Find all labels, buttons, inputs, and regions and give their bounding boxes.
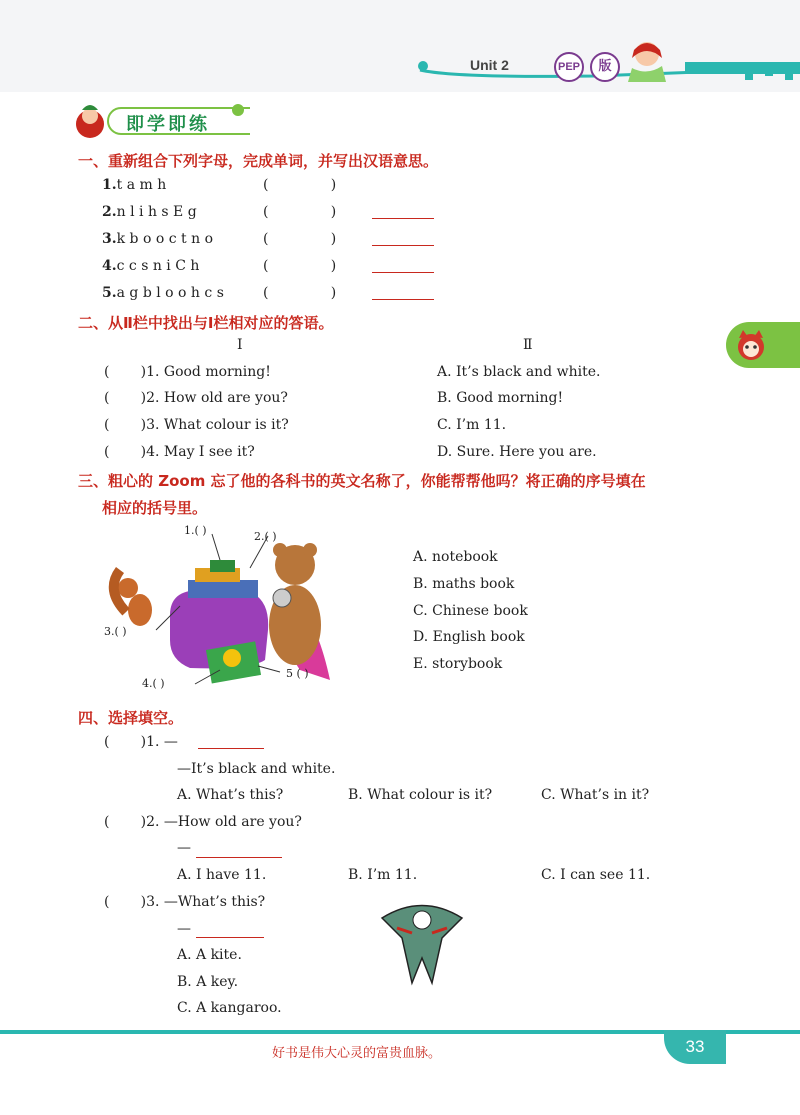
kite-picture xyxy=(372,898,472,988)
choice-option-a: A. A kite. xyxy=(177,947,242,963)
choice-option-c: C. I can see 11. xyxy=(541,867,651,883)
edition-badge: 版 xyxy=(590,52,620,82)
match-question: ( )4. May I see it? xyxy=(104,444,255,460)
answer-line[interactable] xyxy=(198,748,264,749)
mascot-girl-icon xyxy=(622,36,672,84)
match-question: ( )1. Good morning! xyxy=(104,364,271,380)
sec1-row2-brackets: ( ) xyxy=(263,204,337,220)
section3-title-line1: 三、粗心的 Zoom 忘了他的各科书的英文名称了，你能帮帮他吗？将正确的序号填在 xyxy=(78,472,646,490)
footer-motto: 好书是伟大心灵的富贵血脉。 xyxy=(272,1046,442,1061)
match-answer: C. I’m 11. xyxy=(437,417,507,433)
page-number: 33 xyxy=(664,1030,726,1064)
picture-label-4: 4.( ) xyxy=(142,677,165,690)
book-option: C. Chinese book xyxy=(413,603,528,619)
match-question: ( )3. What colour is it? xyxy=(104,417,289,433)
section2-title: 二、从Ⅱ栏中找出与Ⅰ栏相对应的答语。 xyxy=(78,314,334,332)
section4-title: 四、选择填空。 xyxy=(78,709,184,727)
picture-label-2: 2.( ) xyxy=(254,530,277,543)
match-question: ( )2. How old are you? xyxy=(104,390,288,406)
choice-question-1: ( )1. — xyxy=(104,734,178,750)
section1-title: 一、重新组合下列字母，完成单词，并写出汉语意思。 xyxy=(78,152,439,170)
book-option: E. storybook xyxy=(413,656,503,672)
choice-option-b: B. What colour is it? xyxy=(348,787,493,803)
choice-option-c: C. What’s in it? xyxy=(541,787,650,803)
choice-option-a: A. What’s this? xyxy=(177,787,284,803)
choice-option-b: B. A key. xyxy=(177,974,239,990)
sec1-row3-brackets: ( ) xyxy=(263,231,337,247)
choice-option-a: A. I have 11. xyxy=(177,867,267,883)
choice-question-3: ( )3. —What’s this? xyxy=(104,894,266,910)
sec1-row-3: 3.k b o o c t n o xyxy=(102,231,213,247)
answer-line[interactable] xyxy=(196,937,264,938)
column-I-header: Ⅰ xyxy=(237,337,243,353)
section3-title-line2: 相应的括号里。 xyxy=(102,499,208,517)
book-option: A. notebook xyxy=(413,549,498,565)
answer-line[interactable] xyxy=(372,218,434,219)
choice-option-c: C. A kangaroo. xyxy=(177,1000,282,1016)
cat-mascot-icon xyxy=(734,328,768,362)
book-option: D. English book xyxy=(413,629,525,645)
sec1-row1-brackets: ( ) xyxy=(263,177,337,193)
picture-label-1: 1.( ) xyxy=(184,524,207,537)
choice-reply-3: — xyxy=(177,921,191,937)
choice-question-2: ( )2. —How old are you? xyxy=(104,814,302,830)
answer-line[interactable] xyxy=(372,245,434,246)
choice-option-b: B. I’m 11. xyxy=(348,867,418,883)
choice-reply-2: — xyxy=(177,840,191,856)
unit-label: Unit 2 xyxy=(470,57,509,73)
match-answer: B. Good morning! xyxy=(437,390,564,406)
picture-label-5: 5 ( ) xyxy=(286,667,309,680)
sec1-row5-brackets: ( ) xyxy=(263,285,337,301)
sec1-row-4: 4.c c s n i C h xyxy=(102,258,200,274)
answer-line[interactable] xyxy=(372,299,434,300)
sec1-row-5: 5.a g b l o o h c s xyxy=(102,285,224,301)
column-II-header: Ⅱ xyxy=(523,337,533,353)
match-answer: A. It’s black and white. xyxy=(437,364,601,380)
sec1-row-2: 2.n l i h s E g xyxy=(102,204,197,220)
book-option: B. maths book xyxy=(413,576,515,592)
picture-label-3: 3.( ) xyxy=(104,625,127,638)
choice-reply-1: —It’s black and white. xyxy=(177,761,336,777)
match-answer: D. Sure. Here you are. xyxy=(437,444,597,460)
pep-badge: PEP xyxy=(554,52,584,82)
sec1-row4-brackets: ( ) xyxy=(263,258,337,274)
sec1-row-1: 1.t a m h xyxy=(102,177,167,193)
answer-line[interactable] xyxy=(372,272,434,273)
answer-line[interactable] xyxy=(196,857,282,858)
banner-title: 即学即练 xyxy=(126,114,210,135)
